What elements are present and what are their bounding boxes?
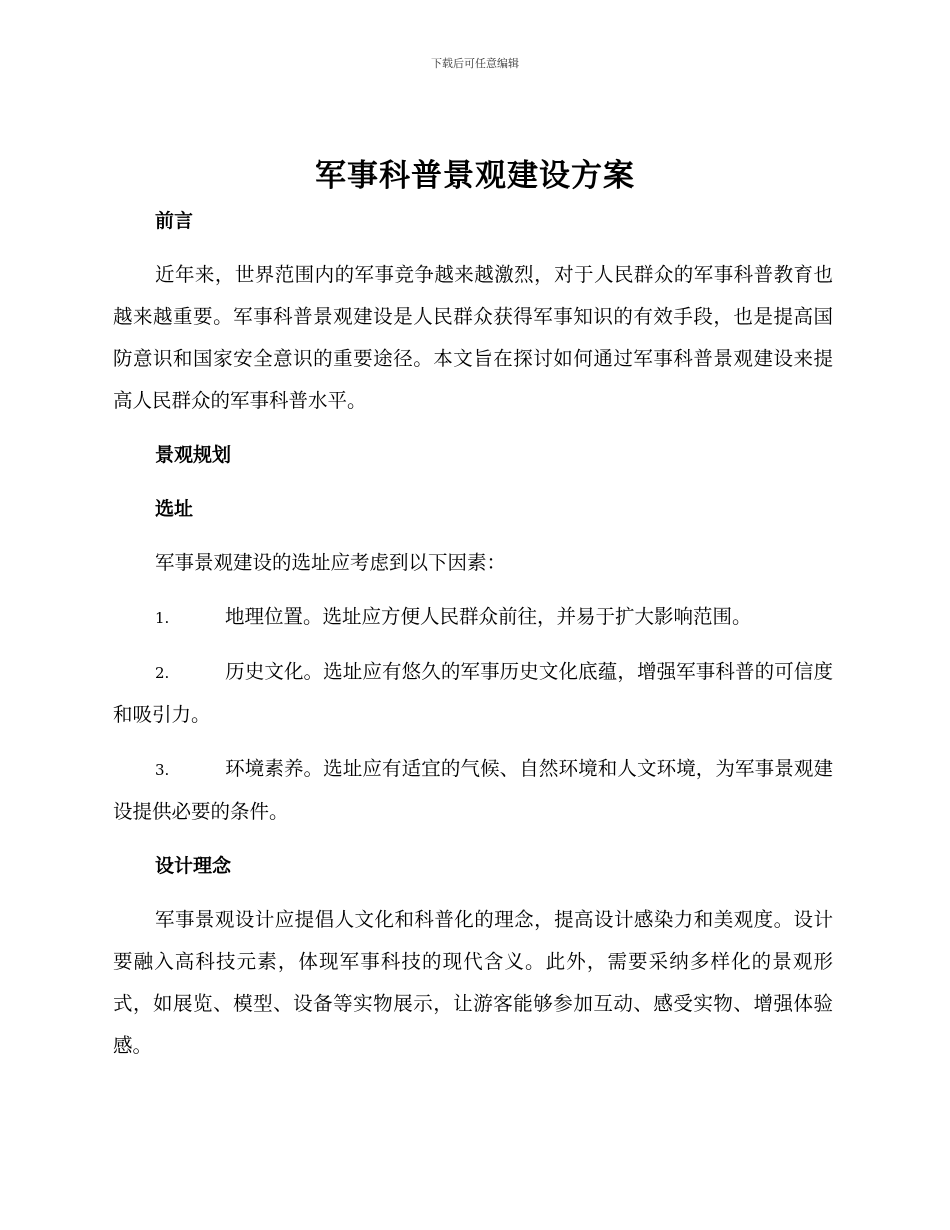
list-item-text: 历史文化。选址应有悠久的军事历史文化底蕴，增强军事科普的可信度和吸引力。 xyxy=(113,660,833,726)
document-body xyxy=(113,200,833,1079)
list-item xyxy=(113,651,833,736)
heading-site: 选址 xyxy=(155,498,194,520)
list-item xyxy=(113,748,833,833)
list-item-number: 2. xyxy=(155,664,170,682)
document-title: 军事科普景观建设方案 xyxy=(315,158,635,194)
list-item-text: 环境素养。选址应有适宜的气候、自然环境和人文环境，为军事景观建设提供必要的条件。 xyxy=(113,757,833,823)
list-item xyxy=(113,596,833,639)
list-item-number: 3. xyxy=(155,761,170,779)
paragraph-site-intro: 军事景观建设的选址应考虑到以下因素： xyxy=(155,551,507,574)
heading-planning: 景观规划 xyxy=(155,444,232,466)
list-item-number: 1. xyxy=(155,609,170,627)
header-note: 下载后可任意编辑 xyxy=(431,57,519,70)
paragraph-design: 军事景观设计应提倡人文化和科普化的理念，提高设计感染力和美观度。设计要融入高科技元素，体现军事科技的现代含义。此外，需要采纳多样化的景观形式，如展览、模型、设备等实物展示，让游客能够参加互动、感受实物、增强体验感。 xyxy=(113,908,833,1057)
list-item-text: 地理位置。选址应方便人民群众前往，并易于扩大影响范围。 xyxy=(225,605,752,628)
paragraph-preface: 近年来，世界范围内的军事竞争越来越激烈，对于人民群众的军事科普教育也越来越重要。军事科普景观建设是人民群众获得军事知识的有效手段，也是提高国防意识和国家安全意识的重要途径。本文旨在探讨如何通过军事科普景观建设来提高人民群众的军事科普水平。 xyxy=(113,263,833,412)
heading-design: 设计理念 xyxy=(155,855,232,877)
heading-preface: 前言 xyxy=(155,210,194,232)
